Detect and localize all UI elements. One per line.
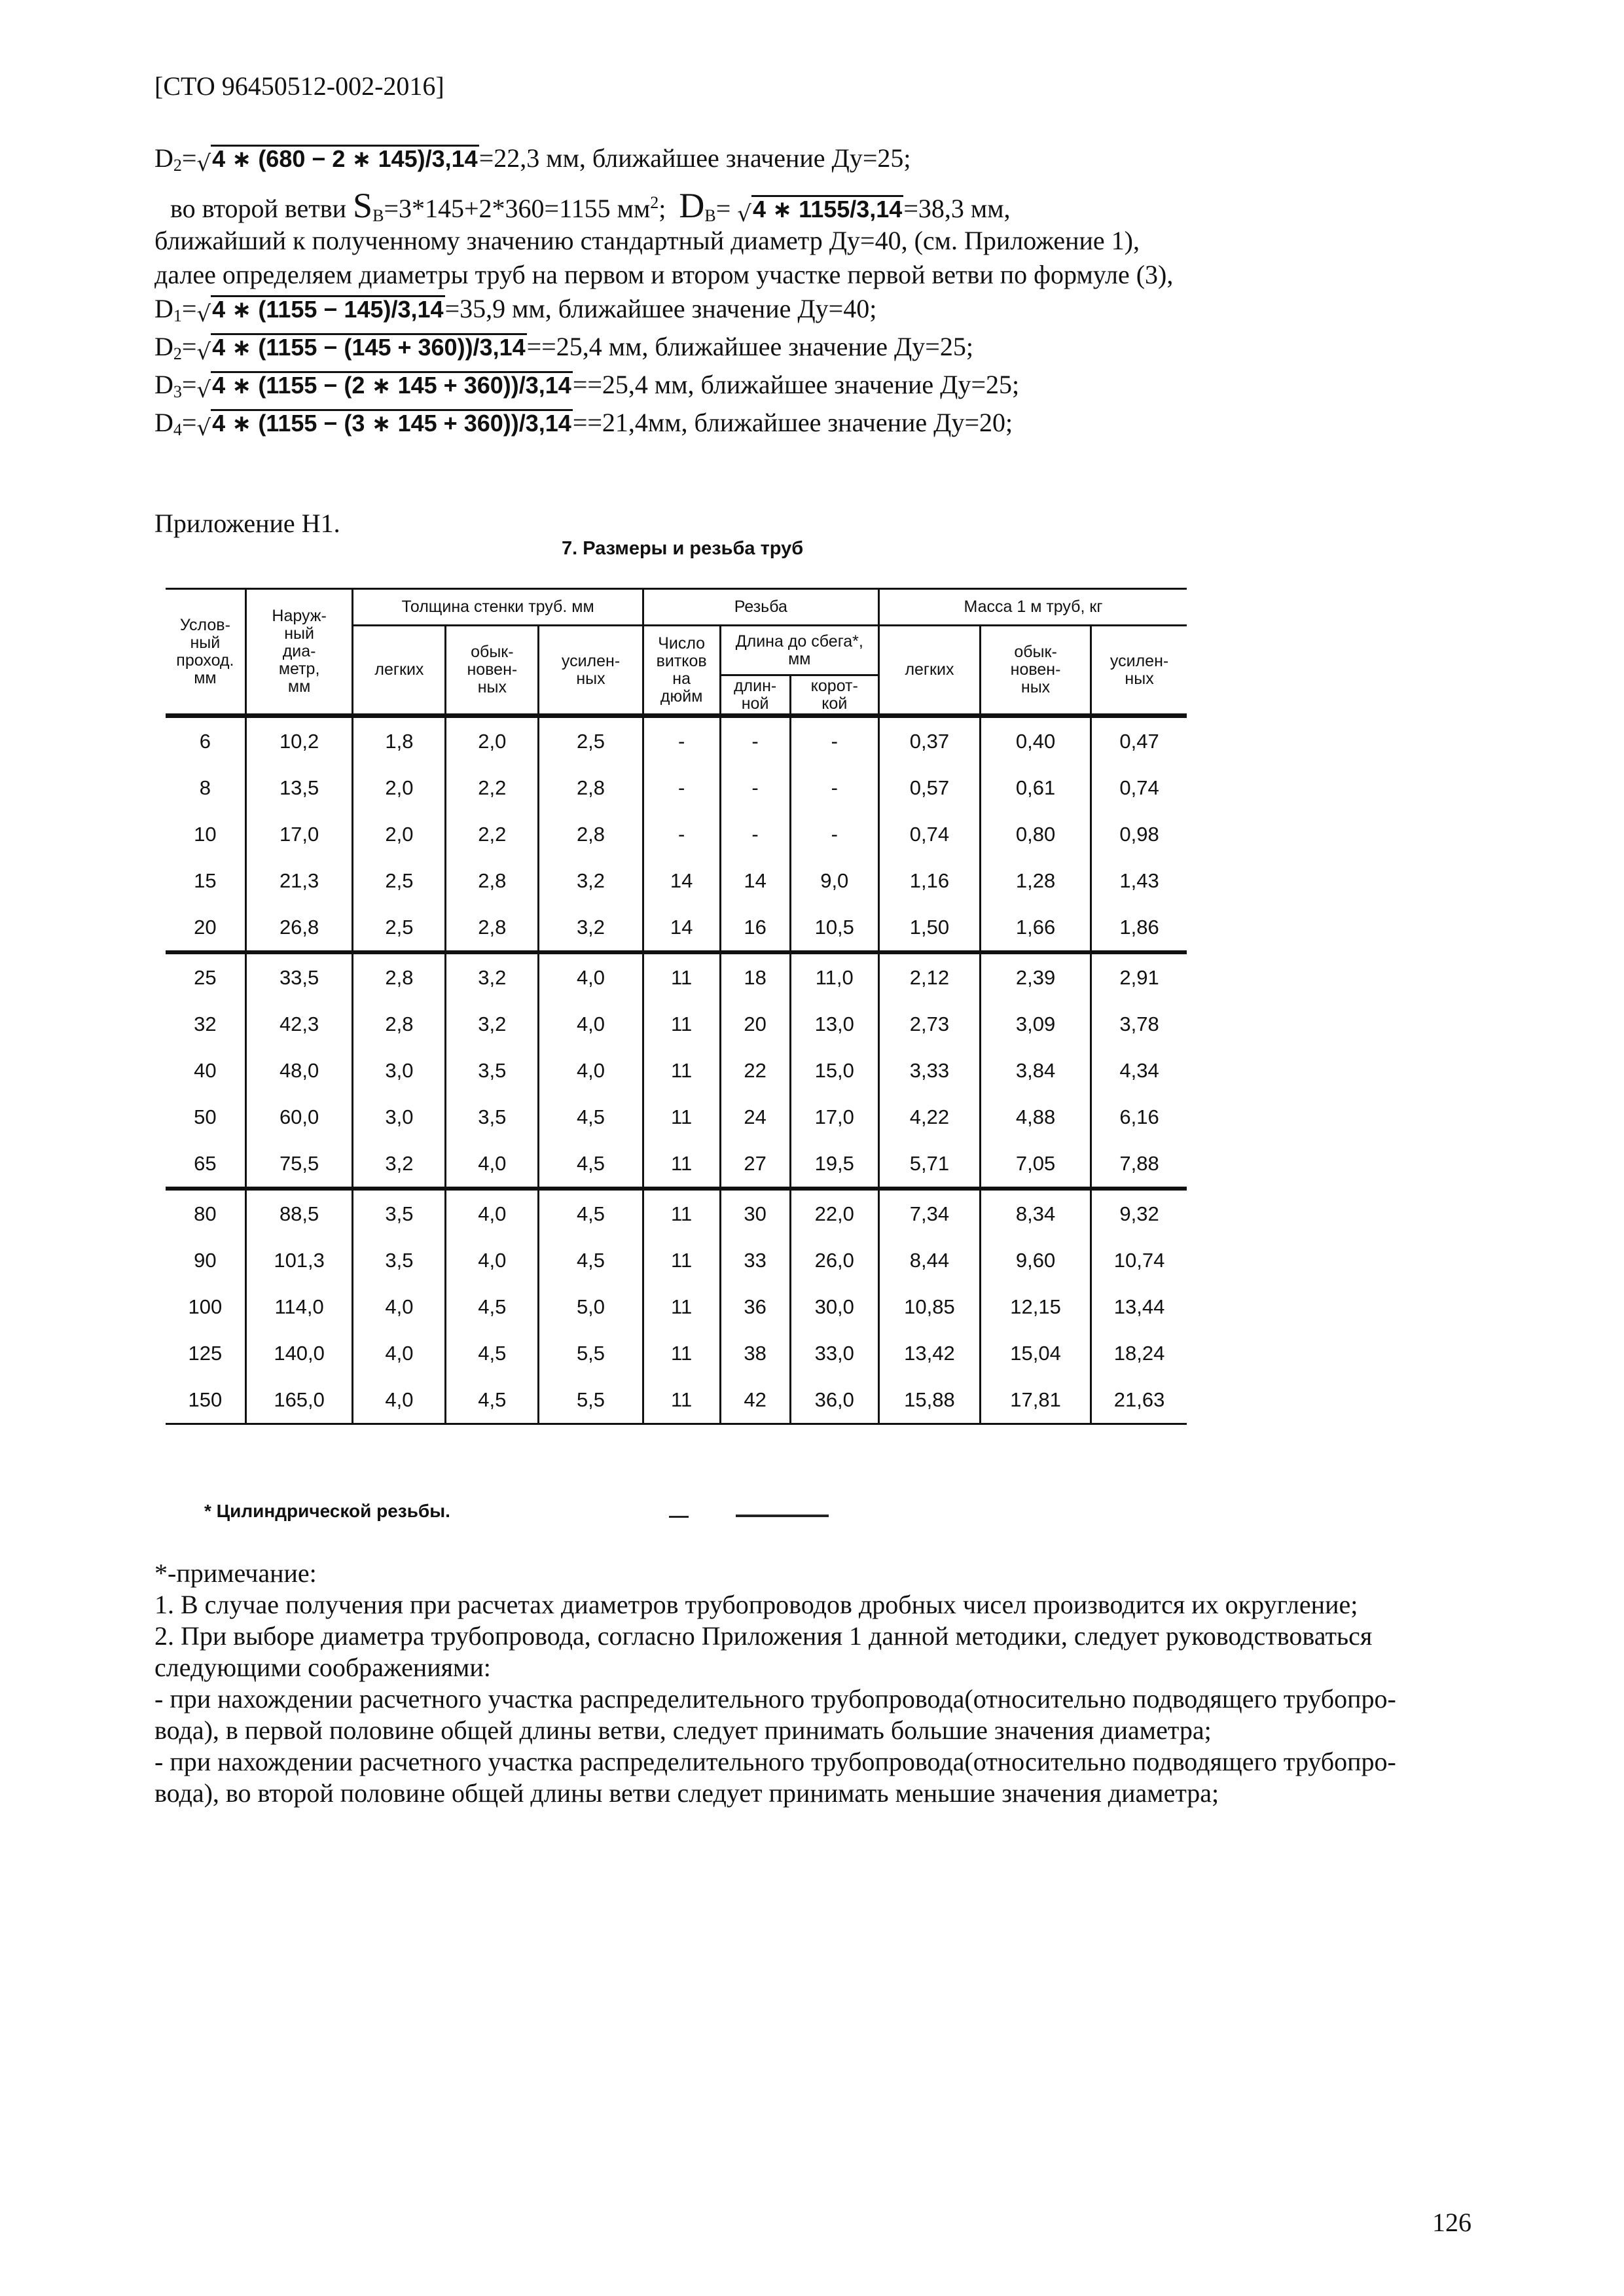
table-cell: 21,3 [245, 857, 353, 904]
table-cell: 22 [720, 1047, 790, 1094]
table-cell: 42,3 [245, 1001, 353, 1047]
table-row [166, 1001, 1187, 1047]
table-cell: 13,42 [878, 1330, 980, 1376]
table-cell: 0,74 [878, 811, 980, 857]
table-row [166, 1237, 1187, 1283]
table-cell: 8,34 [980, 1189, 1091, 1237]
table-cell: 18 [720, 952, 790, 1001]
table-cell: 125 [166, 1330, 245, 1376]
table-cell: 26,8 [245, 904, 353, 952]
sqrt-icon: √ [196, 301, 211, 327]
col-header-run-length: Длина до сбега*, мм [720, 626, 878, 675]
table-cell: 3,2 [539, 904, 643, 952]
table-cell: 17,0 [245, 811, 353, 857]
calc-equals: = [715, 194, 731, 223]
note-4-line-2: вода), во второй половине общей длины ветви следует принимать меньшие значения диаметра; [154, 1778, 1219, 1808]
table-cell: 13,44 [1091, 1283, 1187, 1330]
table-row [166, 1283, 1187, 1330]
table-cell: 13,0 [790, 1001, 878, 1047]
calc-line-text-2: далее определяем диаметры труб на первом и втором участке первой ветви по формуле (3), [154, 260, 1174, 289]
calc-symbol: D [154, 370, 173, 399]
table-cell: 0,40 [980, 716, 1091, 765]
table-cell: 11 [643, 1094, 720, 1140]
col-header-mass: Масса 1 м труб, кг [878, 589, 1187, 626]
table-cell: 3,09 [980, 1001, 1091, 1047]
table-cell: - [790, 764, 878, 811]
table-cell: 3,0 [353, 1047, 446, 1094]
table-cell: 4,0 [446, 1189, 539, 1237]
table-cell: 4,0 [353, 1283, 446, 1330]
table-cell: 90 [166, 1237, 245, 1283]
table-cell: 11 [643, 1001, 720, 1047]
note-3-line-1: - при нахождении расчетного участка распределительного трубопровода(относительно подводящего трубопро- [154, 1684, 1396, 1713]
table-cell: 88,5 [245, 1189, 353, 1237]
table-cell: 42 [720, 1376, 790, 1424]
table-row [166, 811, 1187, 857]
calc-expression: 4 ∗ (1155 − (3 ∗ 145 + 360))/3,14 [212, 410, 571, 437]
table-cell: 30,0 [790, 1283, 878, 1330]
calc-symbol-d: D [679, 186, 705, 225]
table-cell: 19,5 [790, 1140, 878, 1189]
table-cell: 0,74 [1091, 764, 1187, 811]
table-cell: 3,5 [353, 1189, 446, 1237]
table-cell: 9,32 [1091, 1189, 1187, 1237]
table-cell: 2,2 [446, 764, 539, 811]
table-cell: 2,5 [539, 716, 643, 765]
table-cell: 1,8 [353, 716, 446, 765]
table-cell: 10,5 [790, 904, 878, 952]
table-cell: 11 [643, 1047, 720, 1094]
table-cell: 14 [643, 904, 720, 952]
calc-line-d2-first [154, 143, 911, 181]
table-cell: 3,0 [353, 1094, 446, 1140]
table-cell: 15,04 [980, 1330, 1091, 1376]
table-cell: 1,50 [878, 904, 980, 952]
calc-result: =35,9 мм, ближайшее значение Ду=40; [444, 294, 877, 323]
table-cell: 30 [720, 1189, 790, 1237]
table-cell: - [643, 764, 720, 811]
table-cell: 6,16 [1091, 1094, 1187, 1140]
calc-result: =22,3 мм, ближайшее значение Ду=25; [478, 143, 911, 173]
table-cell: 4,22 [878, 1094, 980, 1140]
table-cell: 11 [643, 1140, 720, 1189]
table-row [166, 857, 1187, 904]
col-header-short: корот- кой [790, 675, 878, 716]
calc-line-text-1: ближайший к полученному значению стандартный диаметр Ду=40, (см. Приложение 1), [154, 226, 1140, 255]
table-cell: 140,0 [245, 1330, 353, 1376]
table-cell: 2,12 [878, 952, 980, 1001]
col-header-reinforced: усилен- ных [539, 626, 643, 716]
table-cell: 2,39 [980, 952, 1091, 1001]
table-cell: 10,85 [878, 1283, 980, 1330]
table-cell: 65 [166, 1140, 245, 1189]
sqrt-icon: √ [196, 339, 211, 365]
table-cell: 3,78 [1091, 1001, 1187, 1047]
table-cell: 15,0 [790, 1047, 878, 1094]
table-cell: 1,66 [980, 904, 1091, 952]
table-cell: 4,5 [539, 1140, 643, 1189]
col-header-conditional-pass: Услов- ный проход. мм [166, 589, 245, 716]
note-4-line-1: - при нахождении расчетного участка распределительного трубопровода(относительно подводящего трубопро- [154, 1747, 1396, 1776]
table-cell: 4,0 [539, 1001, 643, 1047]
table-cell: 2,8 [446, 857, 539, 904]
col-header-light: легких [353, 626, 446, 716]
table-cell: 11 [643, 1376, 720, 1424]
table-cell: - [643, 716, 720, 765]
table-cell: 4,0 [446, 1237, 539, 1283]
note-2-line-1: 2. При выборе диаметра трубопровода, согласно Приложения 1 данной методики, следует руководствоваться [154, 1621, 1373, 1651]
table-cell: 1,16 [878, 857, 980, 904]
table-row [166, 764, 1187, 811]
calc-subscript: В [372, 206, 384, 225]
table-cell: 2,91 [1091, 952, 1187, 1001]
page-number: 126 [1432, 2208, 1471, 2237]
table-cell: 48,0 [245, 1047, 353, 1094]
col-header-mass-reinforced: усилен- ных [1091, 626, 1187, 716]
table-cell: 4,5 [539, 1189, 643, 1237]
table-cell: - [643, 811, 720, 857]
table-row [166, 1189, 1187, 1237]
table-cell: 3,33 [878, 1047, 980, 1094]
calc-equals: = [181, 332, 197, 361]
table-cell: 17,81 [980, 1376, 1091, 1424]
calc-equals: = [181, 408, 197, 437]
table-cell: 2,8 [353, 1001, 446, 1047]
table-cell: 60,0 [245, 1094, 353, 1140]
table-cell: 101,3 [245, 1237, 353, 1283]
decorative-dash [669, 1516, 689, 1518]
table-cell: 3,2 [539, 857, 643, 904]
table-cell: 50 [166, 1094, 245, 1140]
table-row [166, 1047, 1187, 1094]
table-cell: 4,5 [539, 1237, 643, 1283]
table-cell: 13,5 [245, 764, 353, 811]
table-cell: 4,0 [353, 1376, 446, 1424]
table-cell: 3,5 [446, 1094, 539, 1140]
calc-line-d1 [154, 293, 876, 332]
pipe-dimensions-table [166, 588, 1187, 1425]
table-cell: - [790, 811, 878, 857]
table-cell: 1,86 [1091, 904, 1187, 952]
table-cell: 2,8 [539, 811, 643, 857]
table-cell: 0,98 [1091, 811, 1187, 857]
col-header-mass-light: легких [878, 626, 980, 716]
table-cell: 33,5 [245, 952, 353, 1001]
table-cell: 2,5 [353, 857, 446, 904]
table-cell: 6 [166, 716, 245, 765]
calc-expression: 4 ∗ (1155 − 145)/3,14 [212, 296, 444, 323]
table-cell: 4,0 [539, 1047, 643, 1094]
table-cell: 36,0 [790, 1376, 878, 1424]
table-cell: 11 [643, 1283, 720, 1330]
table-cell: 9,0 [790, 857, 878, 904]
table-cell: 11 [643, 1330, 720, 1376]
decorative-rule [736, 1515, 829, 1517]
table-cell: 0,80 [980, 811, 1091, 857]
table-cell: 15,88 [878, 1376, 980, 1424]
table-row [166, 952, 1187, 1001]
col-header-outer-diameter: Наруж- ный диа- метр, мм [245, 589, 353, 716]
sqrt-icon: √ [737, 201, 751, 227]
calc-line-d3 [154, 369, 1019, 408]
table-row [166, 1094, 1187, 1140]
table-cell: 9,60 [980, 1237, 1091, 1283]
col-header-wall-thickness: Толщина стенки труб. мм [353, 589, 643, 626]
calc-subscript: 1 [173, 306, 182, 325]
table-cell: 14 [720, 857, 790, 904]
table-cell: 7,88 [1091, 1140, 1187, 1189]
table-cell: 8,44 [878, 1237, 980, 1283]
table-cell: 40 [166, 1047, 245, 1094]
table-cell: 10,2 [245, 716, 353, 765]
calc-result: ==21,4мм, ближайшее значение Ду=20; [572, 408, 1013, 437]
table-cell: 14 [643, 857, 720, 904]
calc-line-d4 [154, 407, 1013, 446]
table-cell: 38 [720, 1330, 790, 1376]
calc-expression: 4 ∗ (1155 − (145 + 360))/3,14 [212, 334, 526, 361]
document-header: [СТО 96450512-002-2016] [154, 71, 444, 101]
table-cell: 4,5 [539, 1094, 643, 1140]
table-cell: 2,8 [446, 904, 539, 952]
table-cell: - [720, 716, 790, 765]
table-cell: - [790, 716, 878, 765]
table-cell: 2,0 [353, 764, 446, 811]
appendix-label: Приложение Н1. [154, 509, 340, 538]
table-cell: - [720, 811, 790, 857]
calc-superscript: 2 [650, 193, 659, 212]
table-cell: 3,2 [446, 1001, 539, 1047]
table-cell: 33 [720, 1237, 790, 1283]
table-cell: 0,61 [980, 764, 1091, 811]
table-cell: 5,71 [878, 1140, 980, 1189]
table-cell: 11 [643, 952, 720, 1001]
table-cell: 0,37 [878, 716, 980, 765]
table-cell: 11 [643, 1237, 720, 1283]
col-header-turns-per-inch: Число витков на дюйм [643, 626, 720, 716]
table-cell: 3,84 [980, 1047, 1091, 1094]
table-cell: 2,0 [446, 716, 539, 765]
table-row [166, 1376, 1187, 1424]
calc-text: во второй ветви [170, 194, 353, 223]
table-cell: 26,0 [790, 1237, 878, 1283]
calc-subscript: 2 [173, 156, 182, 175]
calc-expression: 4 ∗ 1155/3,14 [752, 196, 903, 223]
calc-subscript: 3 [173, 382, 182, 401]
col-header-ordinary: обык- новен- ных [446, 626, 539, 716]
col-header-long: длин- ной [720, 675, 790, 716]
table-cell: 3,5 [353, 1237, 446, 1283]
calc-equals: = [181, 370, 197, 399]
calc-semicolon: ; [659, 194, 666, 223]
sqrt-icon: √ [196, 415, 211, 441]
table-cell: 165,0 [245, 1376, 353, 1424]
table-cell: 3,2 [446, 952, 539, 1001]
table-row [166, 716, 1187, 765]
table-cell: 3,5 [446, 1047, 539, 1094]
table-footnote: * Цилиндрической резьбы. [204, 1501, 450, 1521]
table-title: 7. Размеры и резьба труб [562, 538, 804, 559]
table-cell: 100 [166, 1283, 245, 1330]
table-cell: 4,5 [446, 1376, 539, 1424]
table-cell: 2,2 [446, 811, 539, 857]
table-cell: 1,28 [980, 857, 1091, 904]
table-cell: 20 [166, 904, 245, 952]
calc-subscript: 2 [173, 344, 182, 363]
table-cell: 11 [643, 1189, 720, 1237]
table-cell: 12,15 [980, 1283, 1091, 1330]
calc-result: =38,3 мм, [903, 194, 1011, 223]
table-cell: 27 [720, 1140, 790, 1189]
table-cell: 3,2 [353, 1140, 446, 1189]
table-cell: 4,0 [353, 1330, 446, 1376]
table-cell: 11,0 [790, 952, 878, 1001]
table-cell: 4,5 [446, 1330, 539, 1376]
col-header-mass-ordinary: обык- новен- ных [980, 626, 1091, 716]
calc-symbol: D [154, 294, 173, 323]
sqrt-icon: √ [196, 377, 211, 403]
table-cell: 2,0 [353, 811, 446, 857]
table-cell: 2,5 [353, 904, 446, 952]
table-cell: 4,88 [980, 1094, 1091, 1140]
table-cell: 4,34 [1091, 1047, 1187, 1094]
table-cell: 7,05 [980, 1140, 1091, 1189]
calc-subscript: 4 [173, 420, 182, 439]
table-cell: 150 [166, 1376, 245, 1424]
calc-equals: = [181, 143, 197, 173]
table-cell: 10,74 [1091, 1237, 1187, 1283]
notes-title: *-примечание: [154, 1558, 317, 1588]
table-cell: 25 [166, 952, 245, 1001]
table-cell: 16 [720, 904, 790, 952]
table-cell: 22,0 [790, 1189, 878, 1237]
table-cell: 18,24 [1091, 1330, 1187, 1376]
calc-expression: 4 ∗ (680 − 2 ∗ 145)/3,14 [212, 145, 478, 172]
calc-symbol: D [154, 143, 173, 173]
table-cell: 10 [166, 811, 245, 857]
note-1: 1. В случае получения при расчетах диаметров трубопроводов дробных чисел производится их округление; [154, 1590, 1358, 1619]
calc-expression: 4 ∗ (1155 − (2 ∗ 145 + 360))/3,14 [212, 372, 571, 399]
table-cell: 4,5 [446, 1283, 539, 1330]
table-cell: 8 [166, 764, 245, 811]
calc-result: ==25,4 мм, ближайшее значение Ду=25; [572, 370, 1020, 399]
table-cell: 4,0 [446, 1140, 539, 1189]
table-cell: 5,5 [539, 1376, 643, 1424]
table-cell: 7,34 [878, 1189, 980, 1237]
table-cell: 5,5 [539, 1330, 643, 1376]
table-cell: 2,73 [878, 1001, 980, 1047]
calc-result: ==25,4 мм, ближайшее значение Ду=25; [526, 332, 973, 361]
table-cell: 75,5 [245, 1140, 353, 1189]
table-cell: 114,0 [245, 1283, 353, 1330]
calc-area: =3*145+2*360=1155 мм [384, 194, 651, 223]
table-cell: - [720, 764, 790, 811]
note-2-line-2: следующими соображениями: [154, 1653, 491, 1682]
calc-equals: = [181, 294, 197, 323]
table-cell: 1,43 [1091, 857, 1187, 904]
table-cell: 5,0 [539, 1283, 643, 1330]
table-cell: 4,0 [539, 952, 643, 1001]
table-cell: 0,57 [878, 764, 980, 811]
col-header-thread: Резьба [643, 589, 878, 626]
note-3-line-2: вода), в первой половине общей длины ветви, следует принимать большие значения диаметра; [154, 1715, 1212, 1745]
table-cell: 2,8 [353, 952, 446, 1001]
table-cell: 20 [720, 1001, 790, 1047]
calc-symbol: D [154, 332, 173, 361]
table-cell: 33,0 [790, 1330, 878, 1376]
sqrt-icon: √ [196, 151, 211, 177]
calc-line-d2 [154, 331, 973, 370]
table-cell: 32 [166, 1001, 245, 1047]
table-cell: 36 [720, 1283, 790, 1330]
table-row [166, 1330, 1187, 1376]
table-row [166, 904, 1187, 952]
calc-subscript: В [704, 206, 716, 225]
table-cell: 17,0 [790, 1094, 878, 1140]
table-cell: 21,63 [1091, 1376, 1187, 1424]
table-cell: 0,47 [1091, 716, 1187, 765]
calc-symbol-s: S [353, 186, 373, 225]
table-cell: 24 [720, 1094, 790, 1140]
table-cell: 80 [166, 1189, 245, 1237]
table-cell: 15 [166, 857, 245, 904]
table-row [166, 1140, 1187, 1189]
table-cell: 2,8 [539, 764, 643, 811]
calc-symbol: D [154, 408, 173, 437]
